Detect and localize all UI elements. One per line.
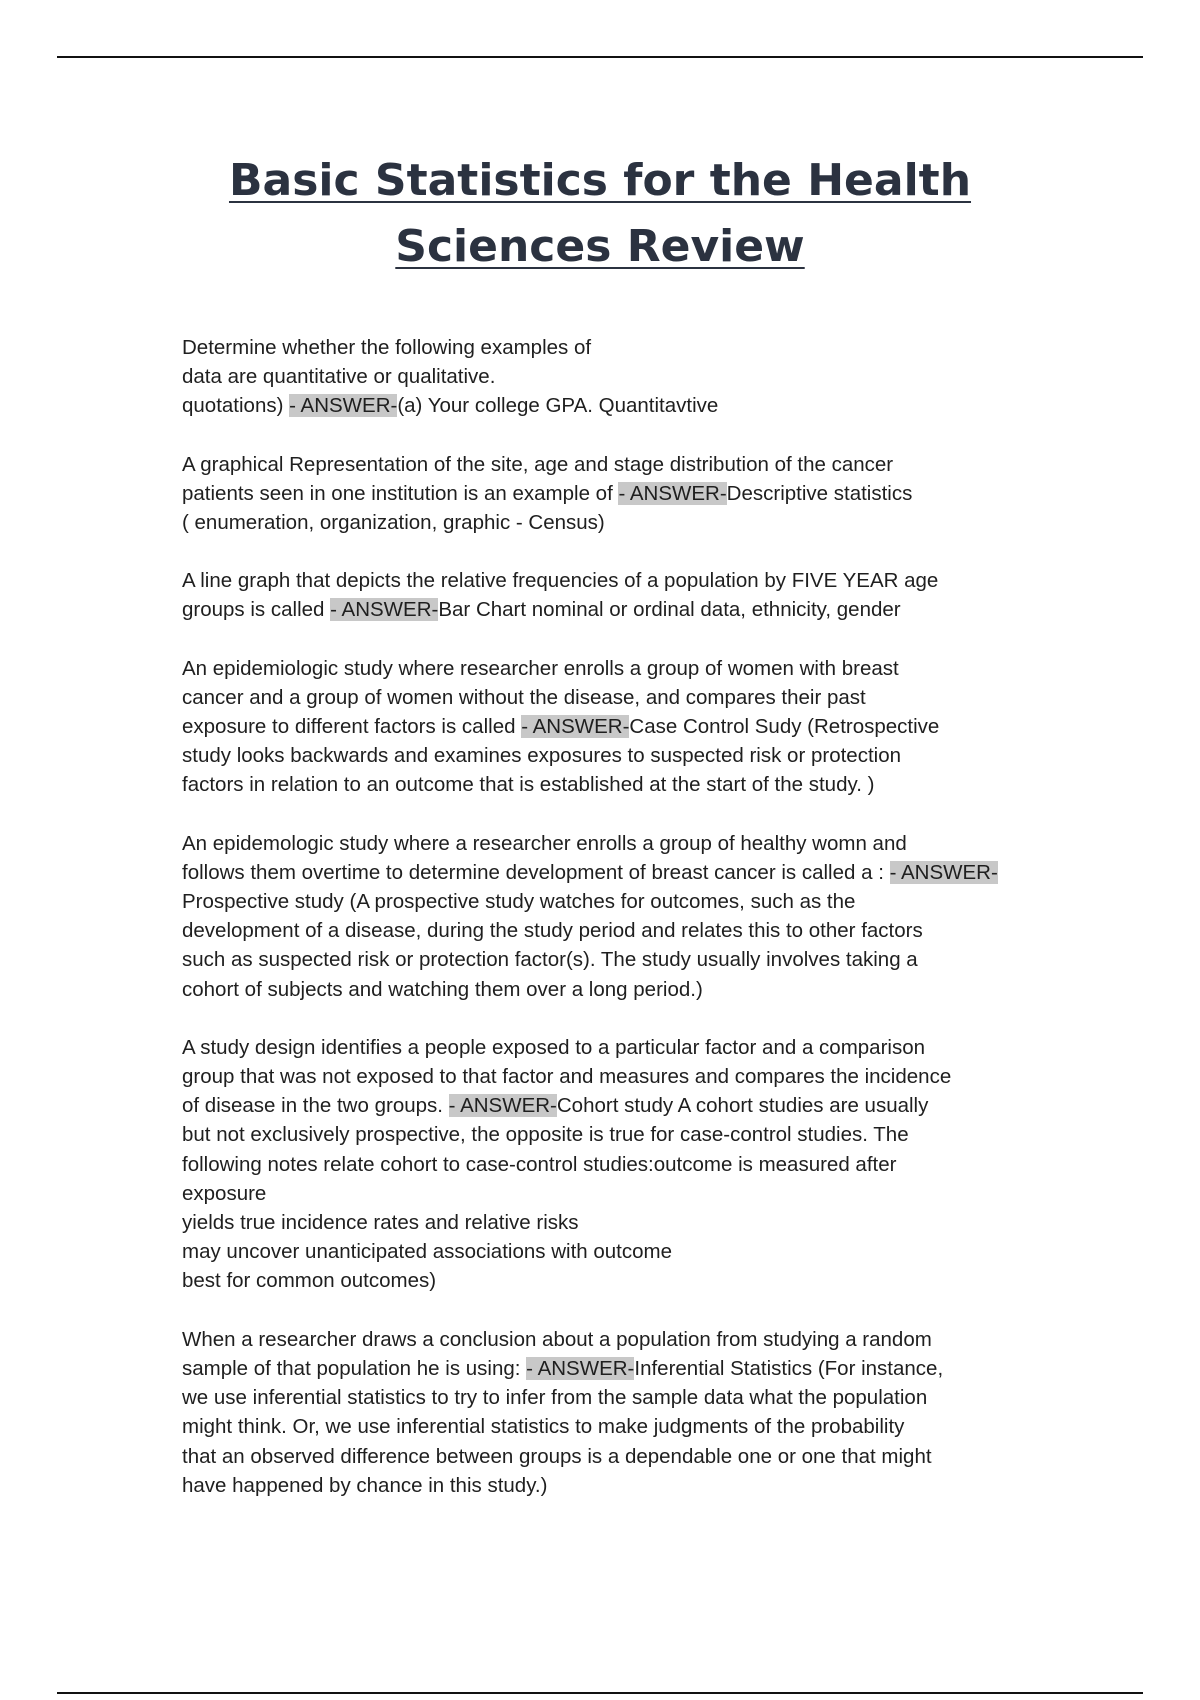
answer-text: Descriptive statistics ( enumeration, organization, graphic - Census) bbox=[182, 481, 913, 535]
answer-marker: - ANSWER- bbox=[526, 1356, 635, 1380]
qa-entry bbox=[182, 654, 1022, 800]
qa-list bbox=[182, 333, 1022, 1529]
answer-text: Bar Chart nominal or ordinal data, ethnicity, gender bbox=[438, 598, 901, 622]
question-text: Determine whether the following examples of data are quantitative or qualitative. quotations) bbox=[182, 336, 592, 418]
answer-text: Prospective study (A prospective study watches for outcomes, such as the development of a disease, during the study period and relates this to other factors such as suspected risk or protection factor(s). The study usually involves taking a cohort of subjects and watching them over a long period.) bbox=[182, 890, 923, 1001]
qa-entry bbox=[182, 1033, 1022, 1296]
answer-marker: - ANSWER- bbox=[618, 481, 727, 505]
question-text: An epidemiologic study where researcher enrolls a group of women with breast cancer and a group of women without the disease, and compares their past exposure to different factors is called bbox=[182, 656, 899, 739]
question-text: A graphical Representation of the site, age and stage distribution of the cancer patients seen in one institution is an example of bbox=[182, 452, 894, 505]
qa-entry bbox=[182, 566, 1022, 624]
title-line-1: Basic Statistics for the Health bbox=[228, 155, 972, 206]
bottom-rule bbox=[57, 1692, 1143, 1694]
answer-text: Inferential Statistics (For instance, we use inferential statistics to try to infer from the sample data what the population might think. Or, we use inferential statistics to make judgments of the probability that an observed difference between groups is a dependable one or one that might have happened by chance in this study.) bbox=[182, 1356, 944, 1497]
answer-marker: - ANSWER- bbox=[448, 1094, 557, 1118]
answer-marker: - ANSWER- bbox=[521, 715, 630, 739]
qa-entry bbox=[182, 450, 1022, 538]
answer-text: Case Control Sudy (Retrospective study looks backwards and examines exposures to suspected risk or protection factors in relation to an outcome that is established at the start of the study. ) bbox=[182, 715, 940, 797]
qa-entry bbox=[182, 333, 1022, 421]
answer-text: (a) Your college GPA. Quantitavtive bbox=[397, 394, 719, 418]
question-text: A study design identifies a people exposed to a particular factor and a comparison group that was not exposed to that factor and measures and compares the incidence of disease in the two groups. bbox=[182, 1035, 952, 1118]
question-text: When a researcher draws a conclusion about a population from studying a random sample of that population he is using: bbox=[182, 1327, 932, 1380]
answer-marker: - ANSWER- bbox=[889, 860, 998, 884]
qa-entry bbox=[182, 829, 1022, 1004]
answer-text: Cohort study A cohort studies are usually but not exclusively prospective, the opposite is true for case-control studies. The following notes relate cohort to case-control studies:outcome is measured after exposure yields true incidence rates and relative risks may uncover unanticipated associations with outcome best for common outcomes) bbox=[182, 1094, 929, 1293]
page-title bbox=[0, 148, 1200, 280]
qa-entry bbox=[182, 1325, 1022, 1500]
top-rule bbox=[57, 56, 1143, 58]
title-line-2: Sciences Review bbox=[395, 221, 805, 272]
question-text: An epidemologic study where a researcher enrolls a group of healthy womn and follows them overtime to determine development of breast cancer is called a : bbox=[182, 831, 907, 884]
question-text: A line graph that depicts the relative frequencies of a population by FIVE YEAR age groups is called bbox=[182, 569, 939, 622]
answer-marker: - ANSWER- bbox=[289, 394, 398, 418]
answer-marker: - ANSWER- bbox=[330, 598, 439, 622]
